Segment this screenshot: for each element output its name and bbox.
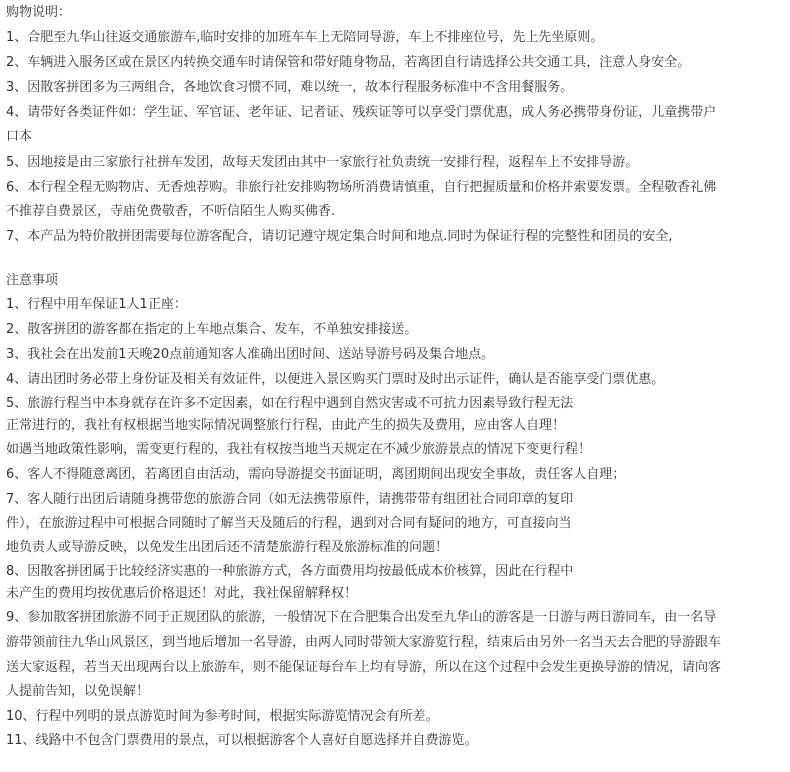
notes-line: 9、参加散客拼团旅游不同于正规团队的旅游，一般情况下在合肥集合出发至九华山的游客是一日游与两日游同车，由一名导	[6, 610, 717, 625]
purchase-line: 3、因散客拼团多为三两组合，各地饮食习惯不同，难以统一，故本行程服务标准中不含用餐服务。	[6, 80, 574, 95]
notes-line: 如遇当地政策性影响，需变更行程的，我社有权按当地当天规定在不减少旅游景点的情况下变更行程！	[6, 442, 592, 457]
notes-line: 件），在旅游过程中可根据合同随时了解当天及随后的行程，遇到对合同有疑问的地方，可直接向当	[6, 516, 572, 531]
purchase-line: 口本	[6, 129, 33, 144]
notes-line: 游带领前往九华山风景区，到当地后增加一名导游，由两人同时带领大家游览行程，结束后由另外一名当天去合肥的导游跟车	[6, 635, 722, 650]
purchase-line: 4、请带好各类证件如：学生证、军官证、老年证、记者证、残疾证等可以享受门票优惠，成人务必携带身份证，儿童携带户	[6, 105, 717, 120]
purchase-line: 6、本行程全程无购物店、无香烛荐购。非旅行社安排购物场所消费请慎重，自行把握质量和价格并索要发票。全程敬香礼佛	[6, 180, 717, 195]
notes-line: 送大家返程，若当天出现两台以上旅游车，则不能保证每台车上均有导游，所以在这个过程中会发生更换导游的情况，请向客	[6, 660, 722, 675]
notes-line: 5、旅游行程当中本身就存在许多不定因素，如在行程中遇到自然灾害或不可抗力因素导致行程无法	[6, 396, 574, 411]
notes-line: 1、行程中用车保证1人1正座：	[6, 297, 187, 312]
purchase-line: 2、车辆进入服务区或在景区内转换交通车时请保管和带好随身物品，若离团自行请选择公共交通工具，注意人身安全。	[6, 55, 691, 70]
notes-line: 10、行程中列明的景点游览时间为参考时间，根据实际游览情况会有所差。	[6, 709, 439, 724]
notes-line: 7、客人随行出团后请随身携带您的旅游合同（如无法携带原件，请携带带有组团社合同印章的复印	[6, 492, 574, 507]
notes-line: 正常进行的，我社有权根据当地实际情况调整旅行行程，由此产生的损失及费用，应由客人自理！	[6, 418, 566, 433]
purchase-line: 1、合肥至九华山往返交通旅游车,临时安排的加班车车上无陪同导游，车上不排座位号，先上先坐原则。	[6, 30, 604, 45]
notes-title: 注意事项	[6, 273, 59, 288]
notes-line: 11、线路中不包含门票费用的景点，可以根据游客个人喜好自愿选择并自费游览。	[6, 733, 478, 748]
notes-line: 未产生的费用均按优惠后价格退还！对此，我社保留解释权！	[6, 586, 358, 601]
notes-line: 4、请出团时务必带上身份证及相关有效证件，以便进入景区购买门票时及时出示证件，确认是否能享受门票优惠。	[6, 372, 665, 387]
notes-line: 人提前告知，以免误解！	[6, 684, 150, 699]
purchase-title: 购物说明：	[6, 5, 72, 20]
notes-line: 8、因散客拼团属于比较经济实惠的一种旅游方式，各方面费用均按最低成本价核算，因此在行程中	[6, 564, 574, 579]
notes-line: 6、客人不得随意离团，若离团自由活动，需向导游提交书面证明，离团期间出现安全事故，责任客人自理；	[6, 467, 626, 482]
purchase-line: 5、因地接是由三家旅行社拼车发团，故每天发团由其中一家旅行社负责统一安排行程，返程车上不安排导游。	[6, 155, 639, 170]
notes-line: 地负责人或导游反映，以免发生出团后还不清楚旅游行程及旅游标准的问题！	[6, 540, 449, 555]
notes-line: 3、我社会在出发前1天晚20点前通知客人准确出团时间、送站导游号码及集合地点。	[6, 347, 495, 362]
notes-line: 2、散客拼团的游客都在指定的上车地点集合、发车，不单独安排接送。	[6, 322, 418, 337]
purchase-line: 不推荐自费景区，寺庙免费敬香，不听信陌生人购买佛香.	[6, 204, 336, 219]
purchase-line: 7、本产品为特价散拼团需要每位游客配合，请切记遵守规定集合时间和地点.同时为保证行程的完整性和团员的安全,	[6, 229, 673, 244]
